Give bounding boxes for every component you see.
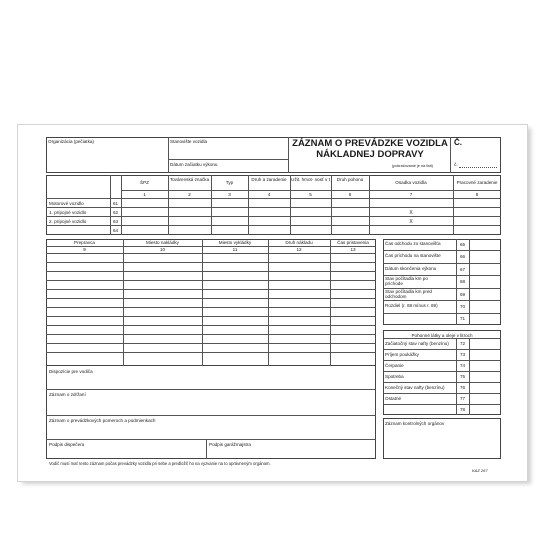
vt-header-crew: Osadka vozidla <box>395 180 427 185</box>
tt-num: 11 <box>232 247 238 252</box>
vt-header-payload: Užit. hmot- nosť v t <box>291 177 330 182</box>
tt-row <box>46 307 376 308</box>
fuel-row-code: 72 <box>459 341 466 346</box>
x-mark: X <box>409 219 413 225</box>
number-dotted-line <box>459 167 497 168</box>
dispatcher-sign-label: Podpis dispečera <box>49 442 85 447</box>
vt-row-label: 2. prípojné vozidlo <box>49 219 87 224</box>
tt-row <box>46 343 376 344</box>
form-sheet <box>17 124 528 482</box>
header-divider-h <box>168 159 288 160</box>
fuel-row <box>383 393 501 394</box>
time-row-label: Rozdiel (r. 68 mínus r. 69) <box>385 303 438 308</box>
time-row-label: Čas príchodu na stanovište <box>385 253 441 258</box>
number-label-short: č. <box>454 162 458 167</box>
tt-num: 10 <box>159 247 166 252</box>
delay-label: Záznam o zdržaní <box>49 392 86 397</box>
vt-num: 3 <box>228 192 231 197</box>
tt-header-carrier: Prepravca <box>74 240 95 245</box>
vt-row-code: 62 <box>112 210 119 215</box>
vt-num: 6 <box>348 192 352 197</box>
time-row-code: 68 <box>459 279 466 284</box>
transport-table <box>46 239 376 366</box>
tt-header-time: Čas pristavenia <box>337 240 369 245</box>
tt-row <box>46 280 376 281</box>
header-divider-1 <box>168 137 169 173</box>
conditions-label: Záznam o prevádzkových pomeroch a podmienkach <box>49 418 156 423</box>
tt-row <box>46 298 376 299</box>
fuel-row-code: 74 <box>459 363 466 368</box>
tt-header-unloading: Miesto vykládky <box>218 240 252 245</box>
tt-header-cargo: Druh nákladu <box>285 240 313 245</box>
tt-col <box>123 239 124 366</box>
time-row-code: 67 <box>459 267 466 272</box>
tt-col <box>268 239 269 366</box>
time-row-label: Stav počítadla km pred odchodom <box>385 289 432 300</box>
time-row-label: Čas odchodu zo stanovišťa <box>385 241 441 246</box>
tt-row <box>46 325 376 326</box>
organization-label: Organizácia (pečiatka) <box>48 139 94 144</box>
fuel-row <box>383 349 501 350</box>
dispatch-label: Dispozície pre vodiča <box>49 369 93 374</box>
time-row <box>383 263 501 264</box>
number-label: Č. <box>454 138 462 147</box>
time-row-code: 70 <box>459 304 466 309</box>
vt-num: 4 <box>267 192 271 197</box>
time-row <box>383 300 501 301</box>
fuel-row <box>383 338 501 339</box>
tt-row <box>46 253 376 254</box>
tt-row <box>46 271 376 272</box>
fuel-row-label: Začiatočný stav nafty (benzínu) <box>385 341 449 346</box>
vt-num: 8 <box>475 192 479 197</box>
form-title-line1: ZÁZNAM O PREVÁDZKE VOZIDLA <box>292 138 448 149</box>
vt-row-label: 1. prípojné vozidlo <box>49 210 87 215</box>
form-code: KAZ 267 <box>472 468 488 473</box>
fuel-row-label: Ostatné <box>385 396 402 401</box>
tt-num: 13 <box>350 247 356 252</box>
header-divider-2 <box>288 137 289 173</box>
fuel-row <box>383 360 501 361</box>
tt-num: 12 <box>296 247 302 252</box>
x-mark: X <box>409 210 413 216</box>
vt-row-code: 64 <box>112 228 119 233</box>
lower-row <box>46 415 376 416</box>
vt-row-label: Motorové vozidlo <box>49 201 84 206</box>
vt-header-spz: ŠPZ <box>140 180 149 185</box>
fuel-row-code: 77 <box>459 396 466 401</box>
fuel-row <box>383 404 501 405</box>
lower-col <box>206 439 207 459</box>
fuel-title: Pohonné látky a oleje v litroch <box>411 333 473 338</box>
tt-row <box>46 262 376 263</box>
fuel-row-code: 78 <box>459 407 466 412</box>
time-row <box>383 313 501 314</box>
time-row-code: 69 <box>459 292 466 297</box>
fuel-row-label: Príjem poukážky <box>385 352 419 357</box>
form-title <box>292 139 448 161</box>
time-row <box>383 250 501 251</box>
vt-row <box>121 190 501 191</box>
lower-row <box>46 439 376 440</box>
vt-col <box>331 175 332 235</box>
fuel-row <box>383 382 501 383</box>
tt-row <box>46 352 376 353</box>
station-label: Stanovište vozidla <box>170 139 208 144</box>
fuel-row-label: Konečný stav nafty (benzínu) <box>385 385 445 390</box>
vt-num: 7 <box>409 192 413 197</box>
control-label: Záznam kontrolných orgánov <box>385 421 445 426</box>
fuel-row <box>383 371 501 372</box>
tt-row <box>46 289 376 290</box>
vt-col <box>248 175 249 235</box>
vt-col <box>168 175 169 235</box>
vt-row <box>46 216 501 217</box>
vt-num: 5 <box>309 192 312 197</box>
fuel-row-code: 75 <box>459 374 466 379</box>
footnote: Vodič musí mať tento záznam počas prevádzky vozidla pri sebe a predložiť ho na vyzvanie na to oprávneným orgánom. <box>49 461 271 466</box>
vt-row-code: 61 <box>112 201 119 206</box>
vt-num: 2 <box>188 192 191 197</box>
time-row-code: 71 <box>459 316 466 321</box>
time-row-label: Stav počítadla km po príchode <box>385 276 428 287</box>
vt-row <box>46 225 501 226</box>
fuel-row-code: 73 <box>459 352 466 357</box>
lower-row <box>46 389 376 390</box>
form-title-line2: NÁKLADNEJ DOPRAVY <box>316 148 424 160</box>
title-note: (pokračovanie je na listi) <box>392 164 433 168</box>
time-row-code: 66 <box>459 254 466 259</box>
tt-col <box>330 239 331 366</box>
fuel-row-label: Spotreba <box>385 374 404 379</box>
start-date-label: Dátum začiatku výkonu <box>170 162 218 167</box>
tt-col <box>202 239 203 366</box>
vt-col <box>290 175 291 235</box>
vt-row-code: 63 <box>112 219 119 224</box>
vt-header-kind: Druh a zaradenie <box>251 177 287 182</box>
vt-header-brand: Továrenská značka <box>169 177 210 182</box>
garage-sign-label: Podpis garážmajstra <box>209 442 251 447</box>
tt-row <box>46 316 376 317</box>
fuel-row-code: 76 <box>459 385 466 390</box>
vt-num: 1 <box>143 192 146 197</box>
tt-row <box>46 334 376 335</box>
tt-header-loading: Miesto nakládky <box>146 240 179 245</box>
vt-header-work: Pracovné zaradenie <box>456 180 498 185</box>
vt-row <box>46 207 501 208</box>
header-divider-3 <box>450 137 451 173</box>
vt-row <box>46 198 501 199</box>
time-row-label: Dátum skončenia výkonu <box>385 266 437 271</box>
time-row-code: 65 <box>459 242 466 247</box>
fuel-row-label: Čerpanie <box>385 363 404 368</box>
tt-num: 9 <box>83 247 86 252</box>
vt-header-type: Typ <box>225 180 234 185</box>
vt-header-drive: Druh pohonu <box>336 177 364 182</box>
